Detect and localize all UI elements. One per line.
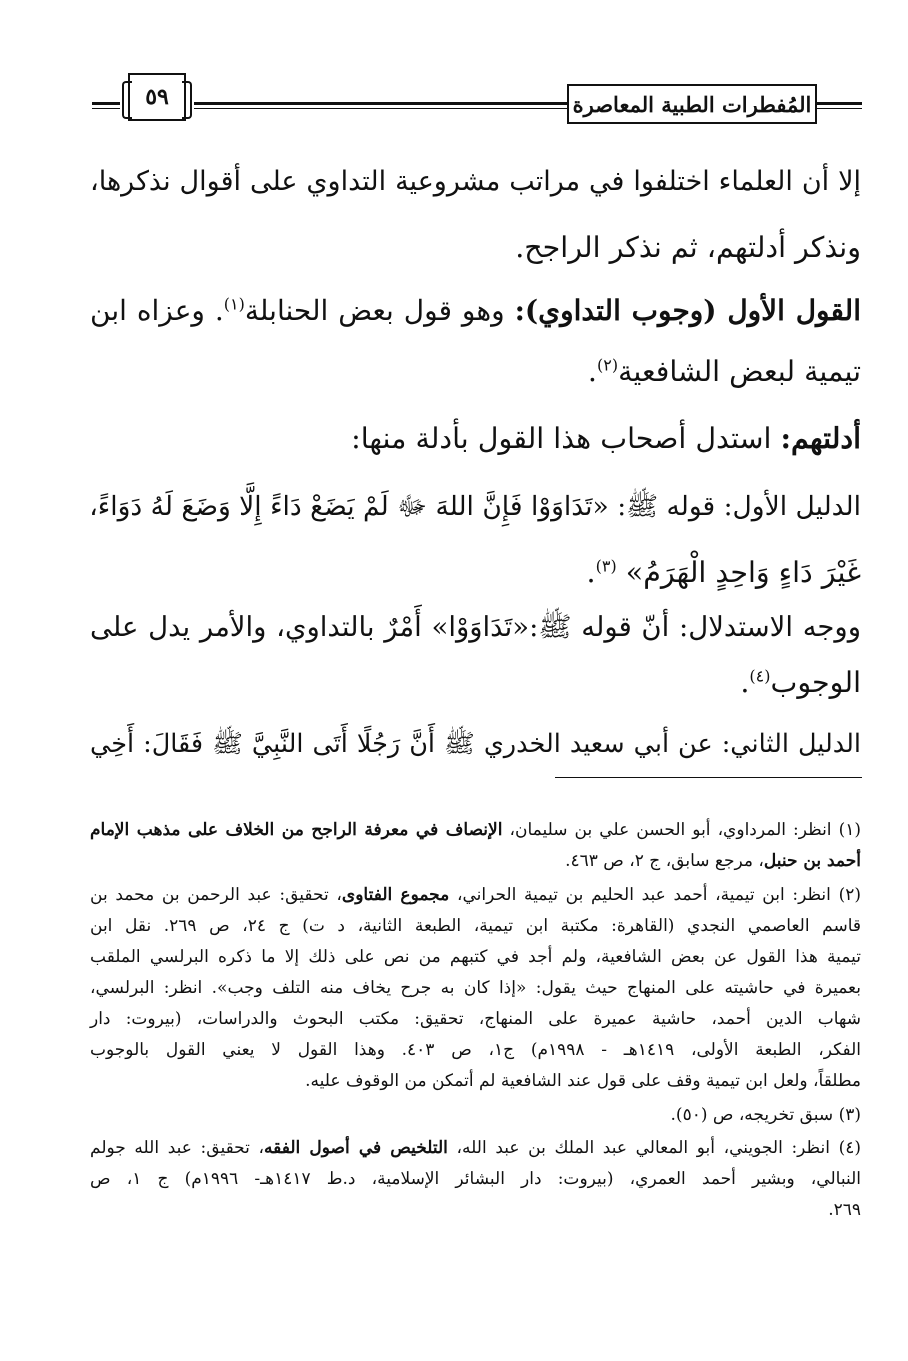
header-rule-left [92, 102, 120, 105]
paragraph-2-line-1: القول الأول (وجوب التداوي): وهو قول بعض الحنابلة$^{(١)}$. وعزاه ابن [90, 294, 861, 327]
footnote-2-line-1: (٢) انظر: ابن تيمية، أحمد عبد الحليم بن تيمية الحراني، مجموع الفتاوى، تحقيق: عبد الرحمن بن محمد بن [90, 885, 861, 905]
footnote-ref-1[interactable]: (١) [223, 294, 245, 314]
footnote-1-book-title: الإنصاف في معرفة الراجح من الخلاف على مذهب الإمام [90, 820, 503, 840]
footnote-2-line-7: مطلقاً، ولعل ابن تيمية وقف على قول عند الشافعية لم أتمكن من الوقوف عليه. [305, 1071, 861, 1091]
footnote-2-line-3: تيمية هذا القول عن بعض الشافعية، ولم أجد في كتبهم من نص على ذلك إلا ما ذكره البرلسي الملقب [90, 947, 861, 967]
footnote-separator [555, 777, 862, 778]
footnote-ref-4[interactable]: (٤) [749, 666, 771, 686]
paragraph-4-line-2: غَيْرَ دَاءٍ وَاحِدٍ الْهَرَمُ» $^{(٣)}$. [586, 556, 861, 589]
header-rule-middle [194, 102, 567, 105]
paragraph-4-line-1: الدليل الأول: قوله ﷺ: «تَدَاوَوْا فَإِنَّ اللهَ ﷻ لَمْ يَضَعْ دَاءً إِلَّا وَضَعَ لَهُ دَوَاءً، [89, 491, 861, 522]
running-title: المُفطرات الطبية المعاصرة [572, 91, 812, 117]
paragraph-3: أدلتهم: استدل أصحاب هذا القول بأدلة منها: [351, 421, 861, 455]
evidence-heading: أدلتهم: [780, 421, 861, 455]
footnote-2-book-title: مجموع الفتاوى [341, 885, 450, 905]
footnote-4-book-title: التلخيص في أصول الفقه [264, 1138, 448, 1158]
footnote-3: (٣) سبق تخريجه، ص (٥٠). [670, 1105, 861, 1125]
footnote-2-line-6: الفكر، الطبعة الأولى، ١٤١٩هـ - ١٩٩٨م) ج١، ص ٤٠٣. وهذا القول لا يعني القول بالوجوب [90, 1040, 861, 1060]
paragraph-5-line-2: الوجوب$^{(٤)}$. [740, 666, 861, 699]
paragraph-1-line-2: ونذكر أدلتهم، ثم نذكر الراجح. [515, 231, 861, 264]
page-number-box [128, 73, 186, 121]
footnote-2-line-4: بعميرة في حاشيته على المنهاج حيث يقول: «إذا كان به جرح يخاف منه التلف وجب». انظر: البرلسي، [90, 978, 861, 998]
footnote-ref-2[interactable]: (٢) [596, 355, 619, 375]
paragraph-1-line-1: إلا أن العلماء اختلفوا في مراتب مشروعية التداوي على أقوال نذكرها، [90, 166, 861, 197]
paragraph-5-line-1: ووجه الاستدلال: أنّ قوله ﷺ:«تَدَاوَوْا» أَمْرٌ بالتداوي، والأمر يدل على [90, 611, 861, 643]
paragraph-6-line-1: الدليل الثاني: عن أبي سعيد الخدري ﷺ أَنَّ رَجُلًا أَتَى النَّبِيَّ ﷺ فَقَالَ: أَخِي [90, 729, 861, 759]
footnote-1-line-1: (١) انظر: المرداوي، أبو الحسن علي بن سليمان، الإنصاف في معرفة الراجح من الخلاف على مذهب الإمام [90, 820, 861, 840]
footnote-4-line-3: ٢٦٩. [828, 1200, 861, 1220]
page-number: ٥٩ [145, 84, 169, 110]
header-rule-right [817, 102, 862, 105]
footnote-2-line-5: شهاب الدين أحمد، حاشية عميرة على المنهاج، تحقيق: مكتب البحوث والدراسات، (بيروت: دار [90, 1009, 861, 1029]
first-opinion-heading: القول الأول (وجوب التداوي): [514, 294, 861, 327]
running-title-box [567, 84, 817, 124]
footnote-1-line-2: أحمد بن حنبل، مرجع سابق، ج ٢، ص ٤٦٣. [565, 851, 861, 871]
paragraph-2-line-2: تيمية لبعض الشافعية$^{(٢)}$. [587, 355, 861, 388]
footnote-4-line-2: النبالي، وبشير أحمد العمري، (بيروت: دار البشائر الإسلامية، د.ط ١٤١٧هـ- ١٩٩٦م) ج ١، ص [90, 1169, 861, 1189]
footnote-4-line-1: (٤) انظر: الجويني، أبو المعالي عبد الملك بن عبد الله، التلخيص في أصول الفقه، تحقيق: عبد الله جولم [90, 1138, 862, 1158]
footnote-ref-3[interactable]: (٣) [595, 556, 617, 576]
footnote-2-line-2: قاسم العاصمي النجدي (القاهرة: مكتبة ابن تيمية، الطبعة الثانية، د ت) ج ٢٤، ص ٢٦٩. نقل ابن [90, 916, 861, 936]
